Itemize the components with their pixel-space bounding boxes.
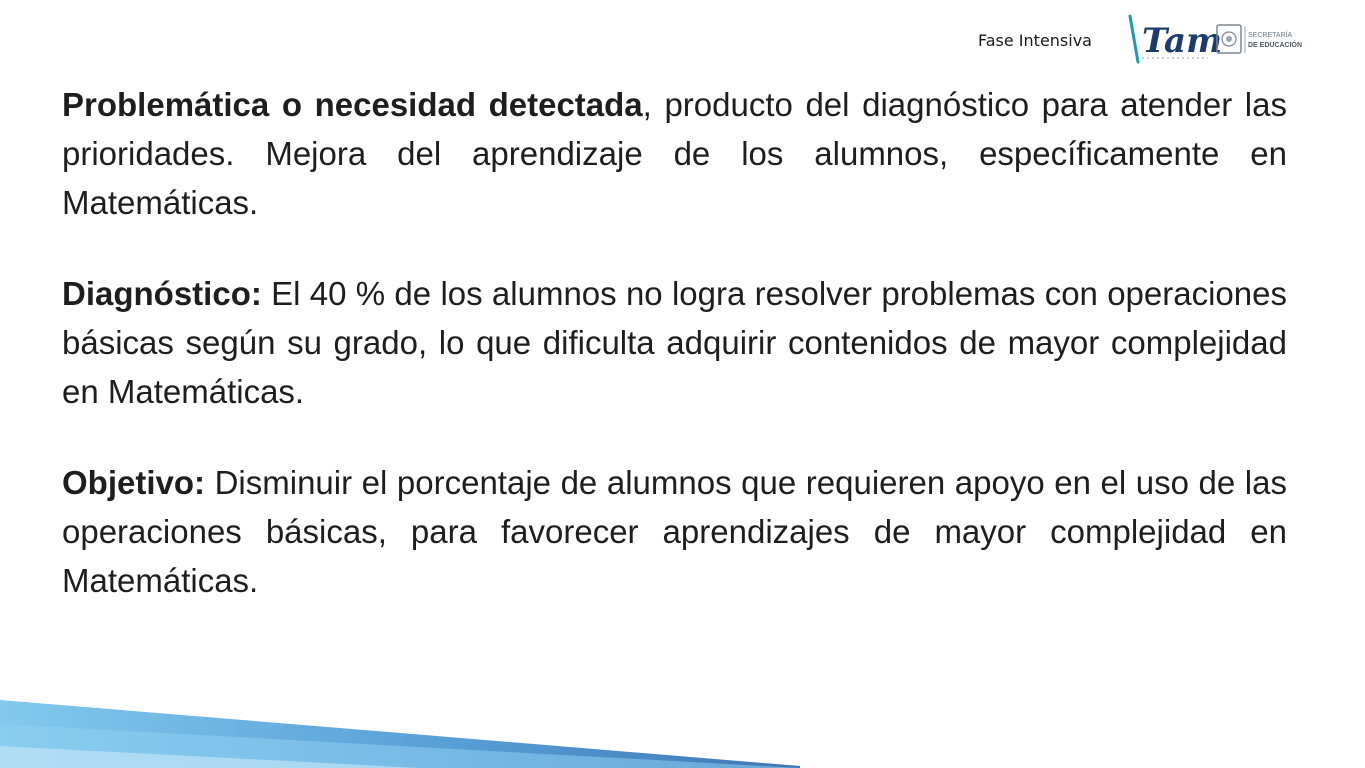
- decorative-bottom-band: [0, 698, 800, 768]
- paragraph-problem: [62, 80, 1287, 227]
- diagnosis-text: El 40 % de los alumnos no logra resolver problemas con operaciones básicas según su grado, lo que dificulta adquirir contenidos de mayor complejidad en Matemáticas.: [62, 275, 1287, 410]
- problem-heading: Problemática o necesidad detectada: [62, 86, 643, 123]
- objective-heading: Objetivo:: [62, 464, 206, 501]
- paragraph-objective: [62, 458, 1287, 605]
- seal-text-line1: SECRETARÍA: [1248, 32, 1293, 39]
- secretaria-seal-logo: [1216, 22, 1308, 58]
- tam-logo: [1128, 14, 1223, 66]
- problem-text: , producto del diagnóstico para atender las prioridades. Mejora del aprendizaje de los alumnos, específicamente en Matemáticas.: [62, 86, 1287, 221]
- tam-logo-text: Tam: [1142, 21, 1223, 61]
- seal-text-line2: DE EDUCACIÓN: [1248, 42, 1303, 49]
- paragraph-diagnosis: [62, 269, 1287, 416]
- phase-label: Fase Intensiva: [978, 31, 1092, 50]
- diagnosis-heading: Diagnóstico:: [62, 275, 262, 312]
- header: [970, 14, 1310, 66]
- content-body: [62, 80, 1287, 605]
- objective-text: Disminuir el porcentaje de alumnos que requieren apoyo en el uso de las operaciones básicas, para favorecer aprendizajes de mayor complejidad en Matemáticas.: [62, 464, 1287, 599]
